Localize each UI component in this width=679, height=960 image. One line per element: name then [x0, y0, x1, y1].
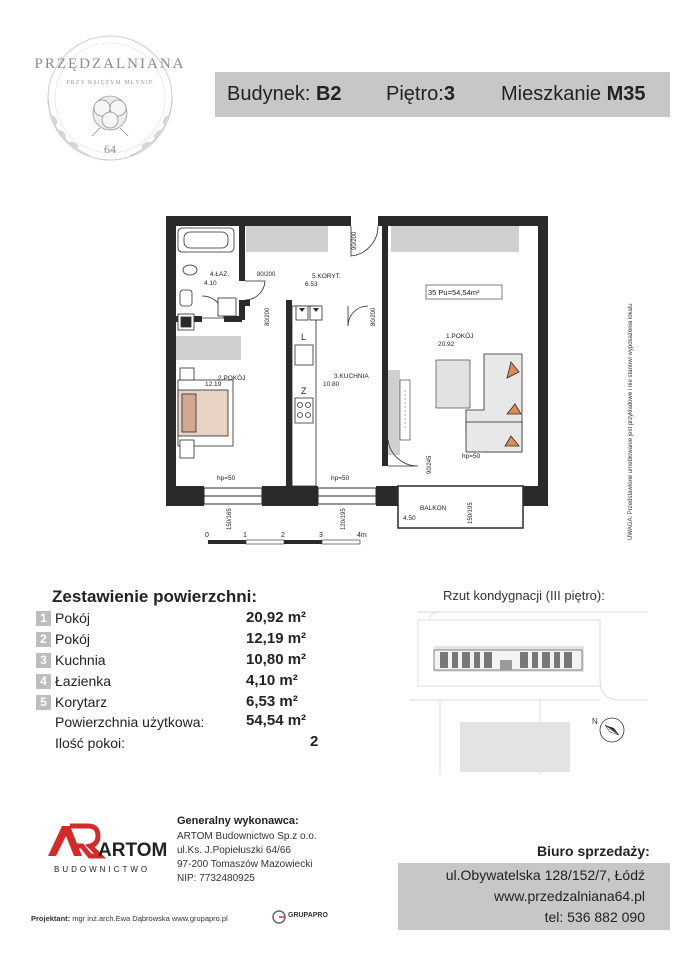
label-lazienka: 4.ŁAZ. — [210, 271, 230, 278]
row-value: 4,10 m² — [246, 672, 298, 689]
summary-row — [36, 651, 336, 671]
label-korytarz: 5.KORYT. — [312, 273, 341, 280]
row-label: Korytarz — [55, 694, 108, 710]
label-pokoj1: 1.POKÓJ — [446, 333, 474, 340]
grupapro-logo — [272, 908, 332, 928]
sales-website[interactable]: www.przedzalniana64.pl — [494, 888, 645, 904]
artom-logo — [40, 822, 168, 877]
label-kuchnia-area: 10.80 — [323, 381, 340, 388]
building-label: Budynek: — [227, 83, 311, 105]
rooms-count-value: 2 — [310, 733, 319, 750]
closet-living — [391, 226, 519, 252]
scale-3: 3 — [319, 532, 323, 539]
label-kitchen-z: Z — [301, 386, 307, 396]
row-label: Kuchnia — [55, 652, 106, 668]
grupapro-icon — [272, 910, 286, 924]
wall-right — [538, 216, 548, 506]
label-korytarz-area: 6.53 — [305, 281, 318, 288]
tv-unit — [400, 380, 410, 440]
label-window-mid: 120/195 — [341, 508, 347, 530]
kitchen-fixtures — [292, 306, 322, 486]
building-info — [227, 83, 342, 106]
label-hp-mid: hp=50 — [331, 475, 350, 482]
row-label: Pokój — [55, 631, 91, 647]
scale-2: 2 — [281, 532, 285, 539]
floor-value: 3 — [443, 83, 455, 105]
contractor-line: NIP: 7732480925 — [177, 873, 255, 884]
label-pokoj1-area: 20.92 — [438, 341, 455, 348]
wall-bottom-2 — [262, 486, 318, 506]
scale-1: 1 — [243, 532, 247, 539]
site-plan — [410, 608, 650, 778]
artom-logo-sub: BUDOWNICTWO — [54, 865, 151, 874]
label-door-80c: 80/200 — [371, 307, 377, 326]
contractor-line: 97-200 Tomaszów Mazowiecki — [177, 859, 313, 870]
row-number: 4 — [36, 674, 51, 689]
label-hp-right: hp=50 — [462, 453, 481, 460]
artom-logo-text: ARTOM — [98, 840, 168, 861]
kitchen-sink-icon — [295, 345, 313, 365]
label-kuchnia: 3.KUCHNIA — [334, 373, 369, 380]
designer-info — [31, 914, 228, 923]
wall-left — [166, 216, 176, 506]
grupapro-text: GRUPAPRO — [288, 912, 328, 919]
wall-bottom-4 — [520, 486, 548, 506]
label-door-balkon: 90/245 — [427, 455, 433, 474]
scale-0: 0 — [205, 532, 209, 539]
label-lazienka-area: 4.10 — [204, 280, 217, 287]
rooms-count-label: Ilość pokoi: — [55, 735, 126, 751]
closet-corridor — [246, 226, 328, 252]
row-value: 6,53 m² — [246, 693, 298, 710]
summary-row — [36, 672, 336, 692]
closet-bedroom — [176, 336, 241, 360]
site-plan-title: Rzut kondygnacji (III piętro): — [443, 588, 605, 603]
label-hp-left: hp=50 — [217, 475, 236, 482]
contractor-line: ARTOM Budownictwo Sp.z o.o. — [177, 831, 317, 842]
toilet-icon — [180, 290, 192, 306]
contractor-line: ul.Ks. J.Popiełuszki 64/66 — [177, 845, 291, 856]
summary-row — [36, 630, 336, 650]
row-number: 3 — [36, 653, 51, 668]
scale-4: 4m — [357, 532, 367, 539]
row-label: Łazienka — [55, 673, 112, 689]
closet-kitchen — [388, 370, 400, 455]
wall-kitchen-left — [286, 300, 292, 486]
vent-icons — [299, 308, 319, 312]
contractor-title: Generalny wykonawca: — [177, 815, 299, 827]
floor-info — [386, 83, 455, 106]
label-door-80b: 80/200 — [265, 307, 271, 326]
label-window-right: 150/195 — [468, 502, 474, 524]
apartment-value: M35 — [606, 83, 646, 105]
usable-area-label: Powierzchnia użytkowa: — [55, 714, 205, 730]
scale-bar — [205, 532, 367, 544]
brand-number: 64 — [104, 142, 116, 156]
label-window-left: 150/165 — [227, 508, 233, 530]
apartment-label: Mieszkanie — [501, 83, 602, 105]
label-door-top: 90/200 — [352, 231, 358, 250]
label-pokoj2: 2.POKÓJ — [218, 375, 246, 382]
coffee-table-icon — [436, 360, 470, 408]
sales-title: Biuro sprzedaży: — [537, 843, 650, 859]
summary-row — [36, 693, 336, 713]
wall-bath-4 — [224, 316, 242, 322]
stove-icon — [295, 398, 313, 423]
wall-bath-1 — [239, 226, 245, 281]
wall-top-left — [166, 216, 351, 226]
designer-label: Projektant: — [31, 914, 71, 923]
cotton-flower-icon — [92, 96, 128, 136]
row-label: Pokój — [55, 610, 91, 626]
label-pu: 35 Pu=54,54m² — [428, 288, 480, 297]
sales-address: ul.Obywatelska 128/152/7, Łódź — [445, 867, 645, 883]
row-value: 20,92 m² — [246, 609, 307, 626]
summary-title: Zestawienie powierzchni: — [52, 587, 257, 606]
wall-top-right — [378, 216, 548, 226]
floor-label: Piętro: — [386, 83, 444, 105]
label-kitchen-l: L — [301, 332, 307, 342]
sales-phone[interactable]: tel: 536 882 090 — [544, 909, 645, 925]
label-balkon: BALKON — [420, 505, 447, 512]
wall-living-left — [382, 226, 388, 466]
north-label: N — [592, 717, 598, 726]
apartment-info — [501, 83, 646, 106]
label-pokoj2-area: 12.19 — [205, 381, 222, 388]
sink-icon — [183, 265, 197, 275]
row-number: 5 — [36, 695, 51, 710]
north-arrow-icon — [592, 717, 624, 742]
sofa-icon — [466, 354, 522, 452]
floor-plan — [160, 208, 560, 548]
row-value: 12,19 m² — [246, 630, 307, 647]
summary-row — [36, 609, 336, 629]
furniture-note: UWAGA: Przedstawione umeblowanie jest przykładowe i nie stanowi wyposażenia lokalu — [628, 303, 634, 540]
designer-text: mgr inż.arch.Ewa Dąbrowska www.grupapro.pl — [72, 914, 228, 923]
label-balkon-area: 4.50 — [403, 515, 416, 522]
label-door-80a: 80/200 — [257, 272, 276, 278]
row-value: 10,80 m² — [246, 651, 307, 668]
usable-area-value: 54,54 m² — [246, 712, 307, 729]
row-number: 1 — [36, 611, 51, 626]
balcony-outline — [398, 486, 523, 528]
apartment-marker — [500, 660, 512, 670]
building-value: B2 — [315, 83, 342, 105]
brand-logo — [30, 28, 190, 168]
brand-tagline: PRZY KSIĘŻYM MŁYNIE — [66, 80, 154, 86]
wall-bottom-1 — [166, 486, 204, 506]
row-number: 2 — [36, 632, 51, 647]
brand-name: PRZĘDZALNIANA — [34, 56, 186, 72]
